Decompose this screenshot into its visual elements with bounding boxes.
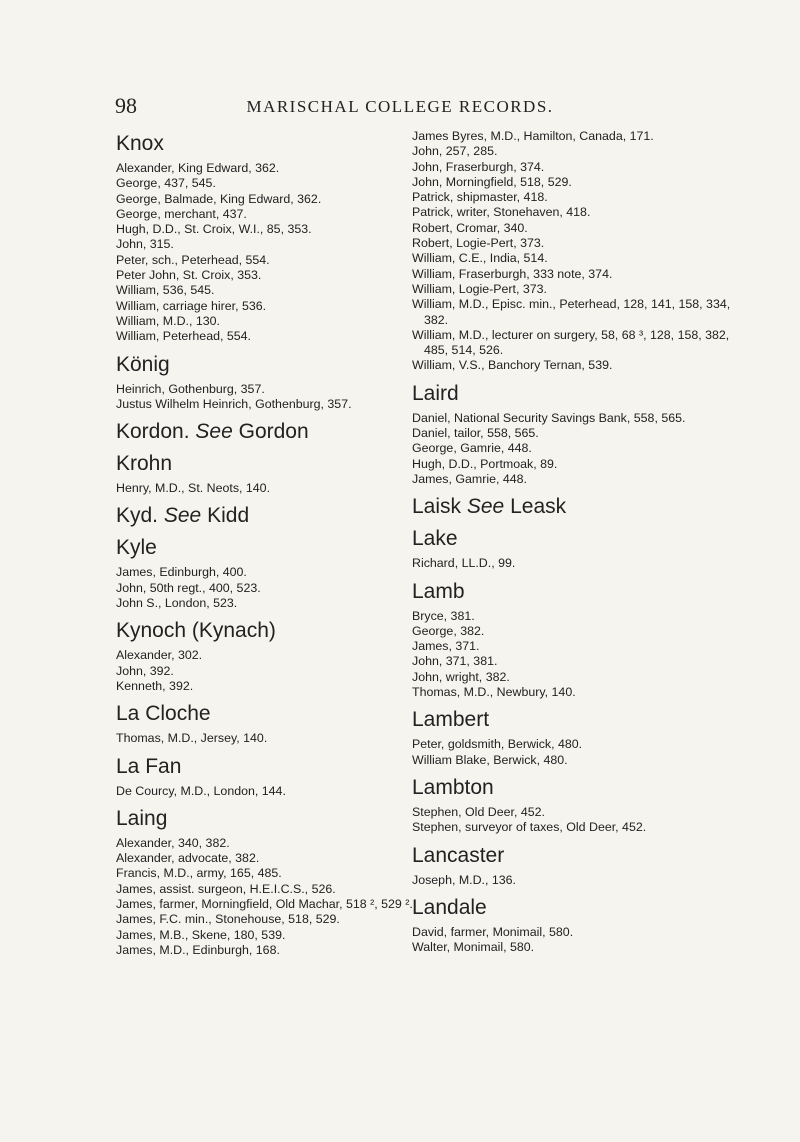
- index-entry: Peter John, St. Croix, 353.: [116, 268, 262, 283]
- index-entry: William, Fraserburgh, 333 note, 374.: [412, 266, 613, 281]
- surname-group: [412, 495, 752, 519]
- page-header: [0, 93, 800, 117]
- index-entry: Richard, LL.D., 99.: [412, 556, 516, 571]
- index-entry: John, 392.: [116, 663, 174, 678]
- index-entry: William, V.S., Banchory Ternan, 539.: [412, 358, 613, 373]
- index-entry: David, farmer, Monimail, 580.: [412, 924, 574, 939]
- index-entry: William, M.D., lecturer on surgery, 58, 68 ³, 128, 158, 382, 485, 514, 526.: [412, 327, 730, 358]
- see-reference-label: See: [163, 504, 202, 528]
- surname-text: Lambert: [412, 708, 490, 732]
- surname-heading: [412, 844, 752, 868]
- index-entry: John, Fraserburgh, 374.: [412, 159, 545, 174]
- index-entry: James Byres, M.D., Hamilton, Canada, 171.: [412, 129, 654, 143]
- surname-heading: [412, 495, 752, 519]
- surname-group: [412, 896, 752, 956]
- index-entry: James, farmer, Morningfield, Old Machar, 518 ², 529 ².: [116, 897, 413, 912]
- index-entry: Robert, Cromar, 340.: [412, 220, 528, 235]
- index-entry: John, 257, 285.: [412, 144, 498, 159]
- running-title: MARISCHAL COLLEGE RECORDS.: [246, 97, 554, 116]
- index-entry: Alexander, 340, 382.: [116, 835, 230, 850]
- index-entry: Kenneth, 392.: [116, 678, 194, 693]
- surname-heading: [412, 527, 752, 551]
- index-entry: James, Gamrie, 448.: [412, 471, 528, 486]
- index-entry: Stephen, surveyor of taxes, Old Deer, 452.: [412, 820, 647, 835]
- index-entry: John, wright, 382.: [412, 669, 510, 684]
- index-entry: Alexander, 302.: [116, 648, 203, 663]
- surname-heading: [412, 708, 752, 732]
- see-reference-target: Gordon: [238, 420, 309, 444]
- surname-group: [412, 708, 752, 768]
- surname-text: Laisk: [412, 495, 462, 519]
- index-entry: Hugh, D.D., St. Croix, W.I., 85, 353.: [116, 222, 312, 237]
- index-entry: Alexander, King Edward, 362.: [116, 161, 280, 175]
- index-entry: James, assist. surgeon, H.E.I.C.S., 526.: [116, 881, 336, 896]
- index-entry: Alexander, advocate, 382.: [116, 851, 260, 866]
- index-entry: William, M.D., 130.: [116, 313, 220, 328]
- index-entry: Hugh, D.D., Portmoak, 89.: [412, 456, 558, 471]
- index-entry: De Courcy, M.D., London, 144.: [116, 783, 286, 798]
- index-entry: James, M.D., Edinburgh, 168.: [116, 942, 280, 957]
- index-entry: Daniel, National Security Savings Bank, 558, 565.: [412, 410, 686, 425]
- index-entry: Justus Wilhelm Heinrich, Gothenburg, 357.: [116, 396, 352, 411]
- surname-group: [412, 382, 752, 487]
- index-entry: Patrick, shipmaster, 418.: [412, 190, 548, 205]
- surname-group: [412, 129, 752, 374]
- see-reference-label: See: [195, 420, 233, 444]
- index-entry: George, Balmade, King Edward, 362.: [116, 191, 322, 206]
- surname-group: [412, 776, 752, 836]
- surname-text: La Cloche: [116, 702, 211, 726]
- index-entry: George, 437, 545.: [116, 176, 216, 191]
- index-entry: John, 315.: [116, 237, 174, 252]
- index-entry: Bryce, 381.: [412, 608, 475, 623]
- index-entry: William Blake, Berwick, 480.: [412, 752, 568, 767]
- index-entry: John S., London, 523.: [116, 596, 238, 611]
- index-entry: Stephen, Old Deer, 452.: [412, 804, 545, 819]
- surname-text: Lancaster: [412, 843, 505, 867]
- index-entry: Peter, sch., Peterhead, 554.: [116, 252, 270, 267]
- surname-text: Lake: [412, 527, 458, 551]
- surname-text: Landale: [412, 895, 487, 919]
- see-reference-target: Leask: [510, 495, 567, 519]
- surname-text: Laing: [116, 806, 168, 830]
- index-entry: Thomas, M.D., Newbury, 140.: [412, 685, 576, 700]
- surname-text: Lambton: [412, 775, 494, 799]
- surname-heading: [412, 896, 752, 920]
- index-entry: George, Gamrie, 448.: [412, 441, 532, 456]
- surname-text: La Fan: [116, 754, 182, 778]
- index-entry: James, Edinburgh, 400.: [116, 565, 247, 580]
- surname-text: Knox: [116, 132, 164, 155]
- index-entry: James, 371.: [412, 639, 480, 654]
- index-entry: William, 536, 545.: [116, 283, 215, 298]
- index-entry: Joseph, M.D., 136.: [412, 872, 516, 887]
- index-entry: John, 50th regt., 400, 523.: [116, 580, 261, 595]
- surname-text: Laird: [412, 381, 459, 405]
- index-entry: Heinrich, Gothenburg, 357.: [116, 381, 265, 396]
- index-entry: Patrick, writer, Stonehaven, 418.: [412, 205, 591, 220]
- index-entry: Walter, Monimail, 580.: [412, 940, 535, 955]
- index-entry: Thomas, M.D., Jersey, 140.: [116, 731, 268, 746]
- index-entry: George, merchant, 437.: [116, 206, 247, 221]
- index-entry: John, Morningfield, 518, 529.: [412, 174, 572, 189]
- index-entry: William, carriage hirer, 536.: [116, 298, 267, 313]
- index-entry: Robert, Logie-Pert, 373.: [412, 236, 545, 251]
- surname-heading: [412, 776, 752, 800]
- index-entry: Henry, M.D., St. Neots, 140.: [116, 481, 271, 496]
- see-reference-target: Kidd: [207, 504, 250, 528]
- index-entry: William, M.D., Episc. min., Peterhead, 128, 141, 158, 334, 382.: [412, 297, 731, 327]
- surname-heading: [412, 382, 752, 406]
- index-entry: George, 382.: [412, 623, 485, 638]
- surname-heading: [412, 580, 752, 604]
- index-entry: John, 371, 381.: [412, 654, 498, 669]
- surname-text: Kordon.: [116, 420, 190, 444]
- see-reference-label: See: [466, 495, 505, 519]
- index-entry: Daniel, tailor, 558, 565.: [412, 426, 539, 441]
- index-entry: William, C.E., India, 514.: [412, 251, 548, 266]
- surname-group: [412, 844, 752, 888]
- index-entry: James, M.B., Skene, 180, 539.: [116, 927, 286, 942]
- right-column: [412, 127, 752, 963]
- surname-group: [412, 580, 752, 701]
- surname-text: Kyle: [116, 536, 157, 560]
- surname-text: Krohn: [116, 452, 173, 476]
- surname-text: Kyd.: [116, 504, 159, 528]
- index-entry: William, Logie-Pert, 373.: [412, 281, 547, 296]
- index-entry: James, F.C. min., Stonehouse, 518, 529.: [116, 912, 340, 927]
- index-entry: Peter, goldsmith, Berwick, 480.: [412, 737, 583, 752]
- surname-text: König: [116, 352, 170, 376]
- index-entry: Francis, M.D., army, 165, 485.: [116, 866, 282, 881]
- surname-group: [412, 527, 752, 571]
- page-number: 98: [115, 93, 137, 118]
- index-entry: William, Peterhead, 554.: [116, 329, 251, 344]
- surname-text: Kynoch (Kynach): [116, 619, 276, 643]
- surname-text: Lamb: [412, 579, 465, 603]
